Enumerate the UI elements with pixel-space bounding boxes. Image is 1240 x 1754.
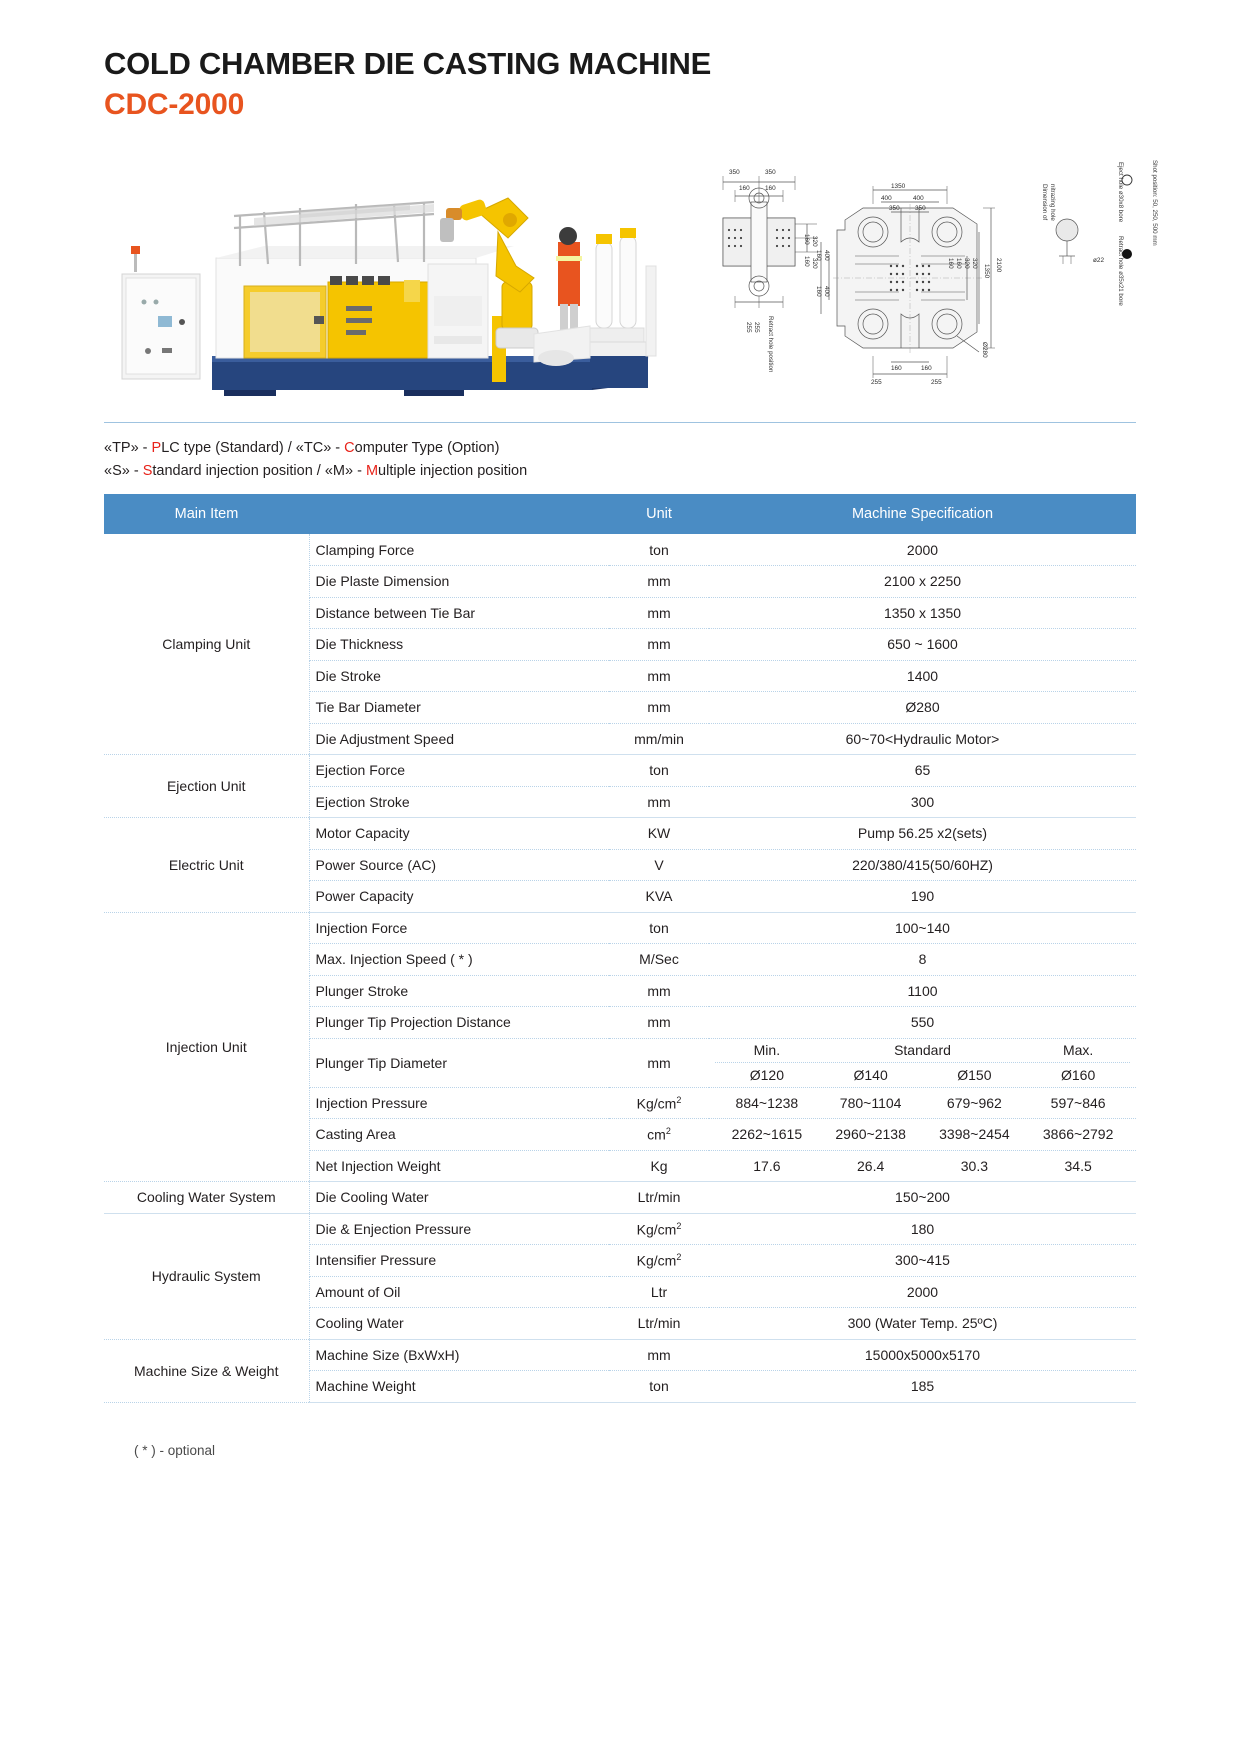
diameter-value-cell: Ø150 bbox=[957, 1066, 992, 1083]
svg-text:160: 160 bbox=[891, 365, 902, 373]
svg-text:160: 160 bbox=[947, 258, 954, 269]
table-row bbox=[104, 912, 1136, 944]
svg-text:350: 350 bbox=[729, 169, 740, 177]
svg-text:160: 160 bbox=[803, 256, 810, 267]
table-row bbox=[104, 1339, 1136, 1371]
svg-text:ø22: ø22 bbox=[1093, 257, 1105, 265]
cell-unit: mm bbox=[609, 1339, 709, 1371]
cell-value: 3866~2792 bbox=[1042, 1126, 1114, 1143]
cell-value: 8 bbox=[709, 944, 1136, 976]
cell-item-name: Machine Weight bbox=[309, 1371, 609, 1403]
cell-value: 220/380/415(50/60HZ) bbox=[709, 849, 1136, 881]
svg-text:2100: 2100 bbox=[995, 258, 1002, 273]
legend-2-pre: «S» - bbox=[104, 462, 143, 479]
cell-unit: mm bbox=[609, 629, 709, 661]
cell-value: 2100 x 2250 bbox=[709, 566, 1136, 598]
cell-unit: ton bbox=[609, 534, 709, 566]
cell-item-name: Casting Area bbox=[309, 1119, 609, 1151]
cell-value: 150~200 bbox=[709, 1182, 1136, 1214]
cell-value: 34.5 bbox=[1064, 1157, 1092, 1174]
cell-group-name: Injection Unit bbox=[104, 912, 309, 1182]
cell-value: 780~1104 bbox=[839, 1094, 902, 1111]
cell-unit: mm bbox=[609, 566, 709, 598]
cell-value: 550 bbox=[709, 1007, 1136, 1039]
cell-group-name: Machine Size & Weight bbox=[104, 1339, 309, 1402]
cell-item-name: Die Cooling Water bbox=[309, 1182, 609, 1214]
cell-value: 300 bbox=[709, 786, 1136, 818]
svg-text:400: 400 bbox=[913, 195, 924, 203]
cell-value: 60~70<Hydraulic Motor> bbox=[709, 723, 1136, 755]
cell-item-name: Net Injection Weight bbox=[309, 1150, 609, 1182]
specification-table bbox=[104, 494, 1136, 1403]
cell-unit: mm bbox=[609, 1038, 709, 1087]
cell-unit: mm bbox=[609, 1007, 709, 1039]
column-header-machine-spec: Machine Specification bbox=[709, 494, 1136, 534]
cell-item-name: Max. Injection Speed ( * ) bbox=[309, 944, 609, 976]
cell-value: 180 bbox=[709, 1213, 1136, 1245]
cell-value: 185 bbox=[709, 1371, 1136, 1403]
cell-group-name: Cooling Water System bbox=[104, 1182, 309, 1214]
diameter-value-cell: Ø140 bbox=[853, 1066, 888, 1083]
cell-value: 15000x5000x5170 bbox=[709, 1339, 1136, 1371]
cell-value: 597~846 bbox=[1050, 1094, 1106, 1111]
legend-line-1 bbox=[104, 437, 1136, 459]
cell-item-name: Die Thickness bbox=[309, 629, 609, 661]
svg-text:350: 350 bbox=[765, 169, 776, 177]
svg-text:160: 160 bbox=[765, 185, 776, 193]
cell-group-name: Hydraulic System bbox=[104, 1213, 309, 1339]
cell-item-name: Plunger Tip Projection Distance bbox=[309, 1007, 609, 1039]
cell-item-name: Cooling Water bbox=[309, 1308, 609, 1340]
cell-item-name: Ejection Force bbox=[309, 755, 609, 787]
cell-value: 1350 x 1350 bbox=[709, 597, 1136, 629]
svg-text:400: 400 bbox=[823, 250, 830, 261]
cell-value: 26.4 bbox=[857, 1157, 885, 1174]
cell-value: 65 bbox=[709, 755, 1136, 787]
cell-unit: mm bbox=[609, 597, 709, 629]
cell-item-name: Plunger Stroke bbox=[309, 975, 609, 1007]
cell-item-name: Die Plaste Dimension bbox=[309, 566, 609, 598]
cell-unit: ton bbox=[609, 755, 709, 787]
model-title: CDC-2000 bbox=[104, 87, 245, 121]
machine-photo-svg bbox=[104, 146, 679, 396]
svg-text:160: 160 bbox=[815, 250, 822, 261]
cell-item-name: Tie Bar Diameter bbox=[309, 692, 609, 724]
cell-value: Pump 56.25 x2(sets) bbox=[709, 818, 1136, 850]
diameter-header-row bbox=[715, 1039, 1130, 1063]
page-title: COLD CHAMBER DIE CASTING MACHINE bbox=[104, 46, 711, 81]
cell-item-name: Amount of Oil bbox=[309, 1276, 609, 1308]
cell-item-name: Die & Enjection Pressure bbox=[309, 1213, 609, 1245]
svg-text:Dimension of: Dimension of bbox=[1041, 184, 1048, 221]
svg-text:255: 255 bbox=[931, 379, 942, 387]
svg-text:nitrazing hole: nitrazing hole bbox=[1049, 184, 1056, 221]
cell-value: 3398~2454 bbox=[939, 1126, 1010, 1143]
cell-item-name: Injection Force bbox=[309, 912, 609, 944]
cell-value: 2000 bbox=[709, 534, 1136, 566]
cell-unit: mm/min bbox=[609, 723, 709, 755]
cell-value: 2262~1615 bbox=[731, 1126, 803, 1143]
svg-text:320: 320 bbox=[963, 258, 970, 269]
cell-item-name: Intensifier Pressure bbox=[309, 1245, 609, 1277]
diameter-header-cell: Max. bbox=[1062, 1042, 1094, 1059]
cell-group-name: Clamping Unit bbox=[104, 534, 309, 755]
table-row bbox=[104, 755, 1136, 787]
cell-unit: ton bbox=[609, 912, 709, 944]
table-row bbox=[104, 534, 1136, 566]
table-row bbox=[104, 1213, 1136, 1245]
svg-text:320: 320 bbox=[811, 258, 818, 269]
cell-unit: M/Sec bbox=[609, 944, 709, 976]
svg-text:Shot position: 50, 250, 500 mm: Shot position: 50, 250, 500 mm bbox=[1151, 160, 1158, 246]
divider-rule bbox=[104, 422, 1136, 423]
cell-unit: mm bbox=[609, 692, 709, 724]
table-body bbox=[104, 534, 1136, 1402]
cell-unit: KVA bbox=[609, 881, 709, 913]
svg-text:255: 255 bbox=[753, 322, 760, 333]
cell-unit: Ltr/min bbox=[609, 1182, 709, 1214]
cell-unit: Ltr bbox=[609, 1276, 709, 1308]
svg-text:160: 160 bbox=[815, 286, 822, 297]
table-row bbox=[104, 1182, 1136, 1214]
svg-text:160: 160 bbox=[955, 258, 962, 269]
cell-item-name: Motor Capacity bbox=[309, 818, 609, 850]
diameter-value-cell: Ø160 bbox=[1061, 1066, 1096, 1083]
svg-text:1350: 1350 bbox=[983, 264, 990, 279]
legend-2-accent-s: S bbox=[142, 462, 153, 479]
cell-value: 2960~2138 bbox=[835, 1126, 906, 1143]
svg-text:160: 160 bbox=[921, 365, 932, 373]
cell-multi-values bbox=[709, 1087, 1136, 1119]
cell-unit: KW bbox=[609, 818, 709, 850]
cell-item-name: Power Source (AC) bbox=[309, 849, 609, 881]
legend-2-post: ultiple injection position bbox=[378, 462, 528, 479]
cell-item-name: Machine Size (BxWxH) bbox=[309, 1339, 609, 1371]
cell-value: 100~140 bbox=[709, 912, 1136, 944]
cell-value: 884~1238 bbox=[735, 1094, 799, 1111]
cell-multi-values bbox=[709, 1119, 1136, 1151]
cell-value: 650 ~ 1600 bbox=[709, 629, 1136, 661]
cell-item-name: Plunger Tip Diameter bbox=[309, 1038, 609, 1087]
svg-text:400: 400 bbox=[881, 195, 892, 203]
svg-text:255: 255 bbox=[871, 379, 882, 387]
cell-diameter-subtable bbox=[709, 1038, 1136, 1087]
table-row bbox=[104, 818, 1136, 850]
cell-value: 679~962 bbox=[946, 1094, 1002, 1111]
legend-1-accent-p: P bbox=[151, 440, 162, 457]
svg-text:1350: 1350 bbox=[891, 183, 906, 191]
cell-item-name: Die Stroke bbox=[309, 660, 609, 692]
legend-1-post: omputer Type (Option) bbox=[354, 440, 500, 457]
diameter-header-cell: Min. bbox=[753, 1042, 781, 1059]
svg-text:350: 350 bbox=[889, 205, 900, 213]
cell-item-name: Injection Pressure bbox=[309, 1087, 609, 1119]
diameter-value-row bbox=[715, 1063, 1130, 1087]
footnote: ( * ) - optional bbox=[134, 1442, 216, 1458]
title-block bbox=[104, 0, 1136, 122]
cell-item-name: Clamping Force bbox=[309, 534, 609, 566]
svg-text:Eject hole ø30x8 bore: Eject hole ø30x8 bore bbox=[1117, 162, 1124, 223]
technical-drawing bbox=[679, 146, 1165, 396]
column-header-blank bbox=[309, 494, 609, 534]
diameter-value-cell: Ø120 bbox=[749, 1066, 784, 1083]
svg-text:350: 350 bbox=[915, 205, 926, 213]
cell-unit: $Kg/cm^2$ bbox=[609, 1087, 709, 1119]
cell-value: 1400 bbox=[709, 660, 1136, 692]
cell-unit: V bbox=[609, 849, 709, 881]
svg-text:Ø280: Ø280 bbox=[981, 342, 988, 358]
cell-group-name: Electric Unit bbox=[104, 818, 309, 913]
cell-item-name: Die Adjustment Speed bbox=[309, 723, 609, 755]
cell-multi-values bbox=[709, 1150, 1136, 1182]
legend-1-accent-c: C bbox=[344, 440, 355, 457]
cell-group-name: Ejection Unit bbox=[104, 755, 309, 818]
legend-1-mid: LC type (Standard) / «TC» - bbox=[161, 440, 345, 457]
legend-line-2 bbox=[104, 460, 1136, 482]
diameter-header-cell: Standard bbox=[894, 1042, 951, 1059]
svg-text:160: 160 bbox=[803, 234, 810, 245]
cell-unit: ton bbox=[609, 1371, 709, 1403]
legend-2-accent-m: M bbox=[365, 462, 379, 479]
svg-text:255: 255 bbox=[745, 322, 752, 333]
cell-unit: Kg bbox=[609, 1150, 709, 1182]
cell-value: 190 bbox=[709, 881, 1136, 913]
legend-1-pre: «TP» - bbox=[104, 440, 152, 457]
cell-value: 300 (Water Temp. 25ºC) bbox=[709, 1308, 1136, 1340]
cell-unit: mm bbox=[609, 975, 709, 1007]
cell-value: 2000 bbox=[709, 1276, 1136, 1308]
media-row bbox=[104, 136, 1158, 396]
cell-value: 300~415 bbox=[709, 1245, 1136, 1277]
legend-2-mid: tandard injection position / «M» - bbox=[152, 462, 366, 479]
die-platen-drawing-svg bbox=[695, 146, 1165, 396]
svg-text:320: 320 bbox=[811, 236, 818, 247]
cell-unit: mm bbox=[609, 786, 709, 818]
svg-text:Retract hole ø35x21 bore: Retract hole ø35x21 bore bbox=[1117, 236, 1124, 306]
cell-item-name: Power Capacity bbox=[309, 881, 609, 913]
cell-value: 1100 bbox=[709, 975, 1136, 1007]
table-header-row bbox=[104, 494, 1136, 534]
machine-photo bbox=[104, 146, 679, 396]
cell-unit: $Kg/cm^2$ bbox=[609, 1245, 709, 1277]
svg-text:Retract hole position: Retract hole position bbox=[767, 316, 774, 373]
cell-unit: $cm^2$ bbox=[609, 1119, 709, 1151]
column-header-main-item: Main Item bbox=[104, 494, 309, 534]
column-header-unit: Unit bbox=[609, 494, 709, 534]
cell-unit: $Kg/cm^2$ bbox=[609, 1213, 709, 1245]
cell-value: 30.3 bbox=[960, 1157, 988, 1174]
cell-value: Ø280 bbox=[709, 692, 1136, 724]
cell-item-name: Ejection Stroke bbox=[309, 786, 609, 818]
svg-text:320: 320 bbox=[971, 258, 978, 269]
cell-item-name: Distance between Tie Bar bbox=[309, 597, 609, 629]
cell-unit: mm bbox=[609, 660, 709, 692]
cell-value: 17.6 bbox=[753, 1157, 781, 1174]
svg-text:400: 400 bbox=[823, 286, 830, 297]
svg-text:160: 160 bbox=[739, 185, 750, 193]
cell-unit: Ltr/min bbox=[609, 1308, 709, 1340]
